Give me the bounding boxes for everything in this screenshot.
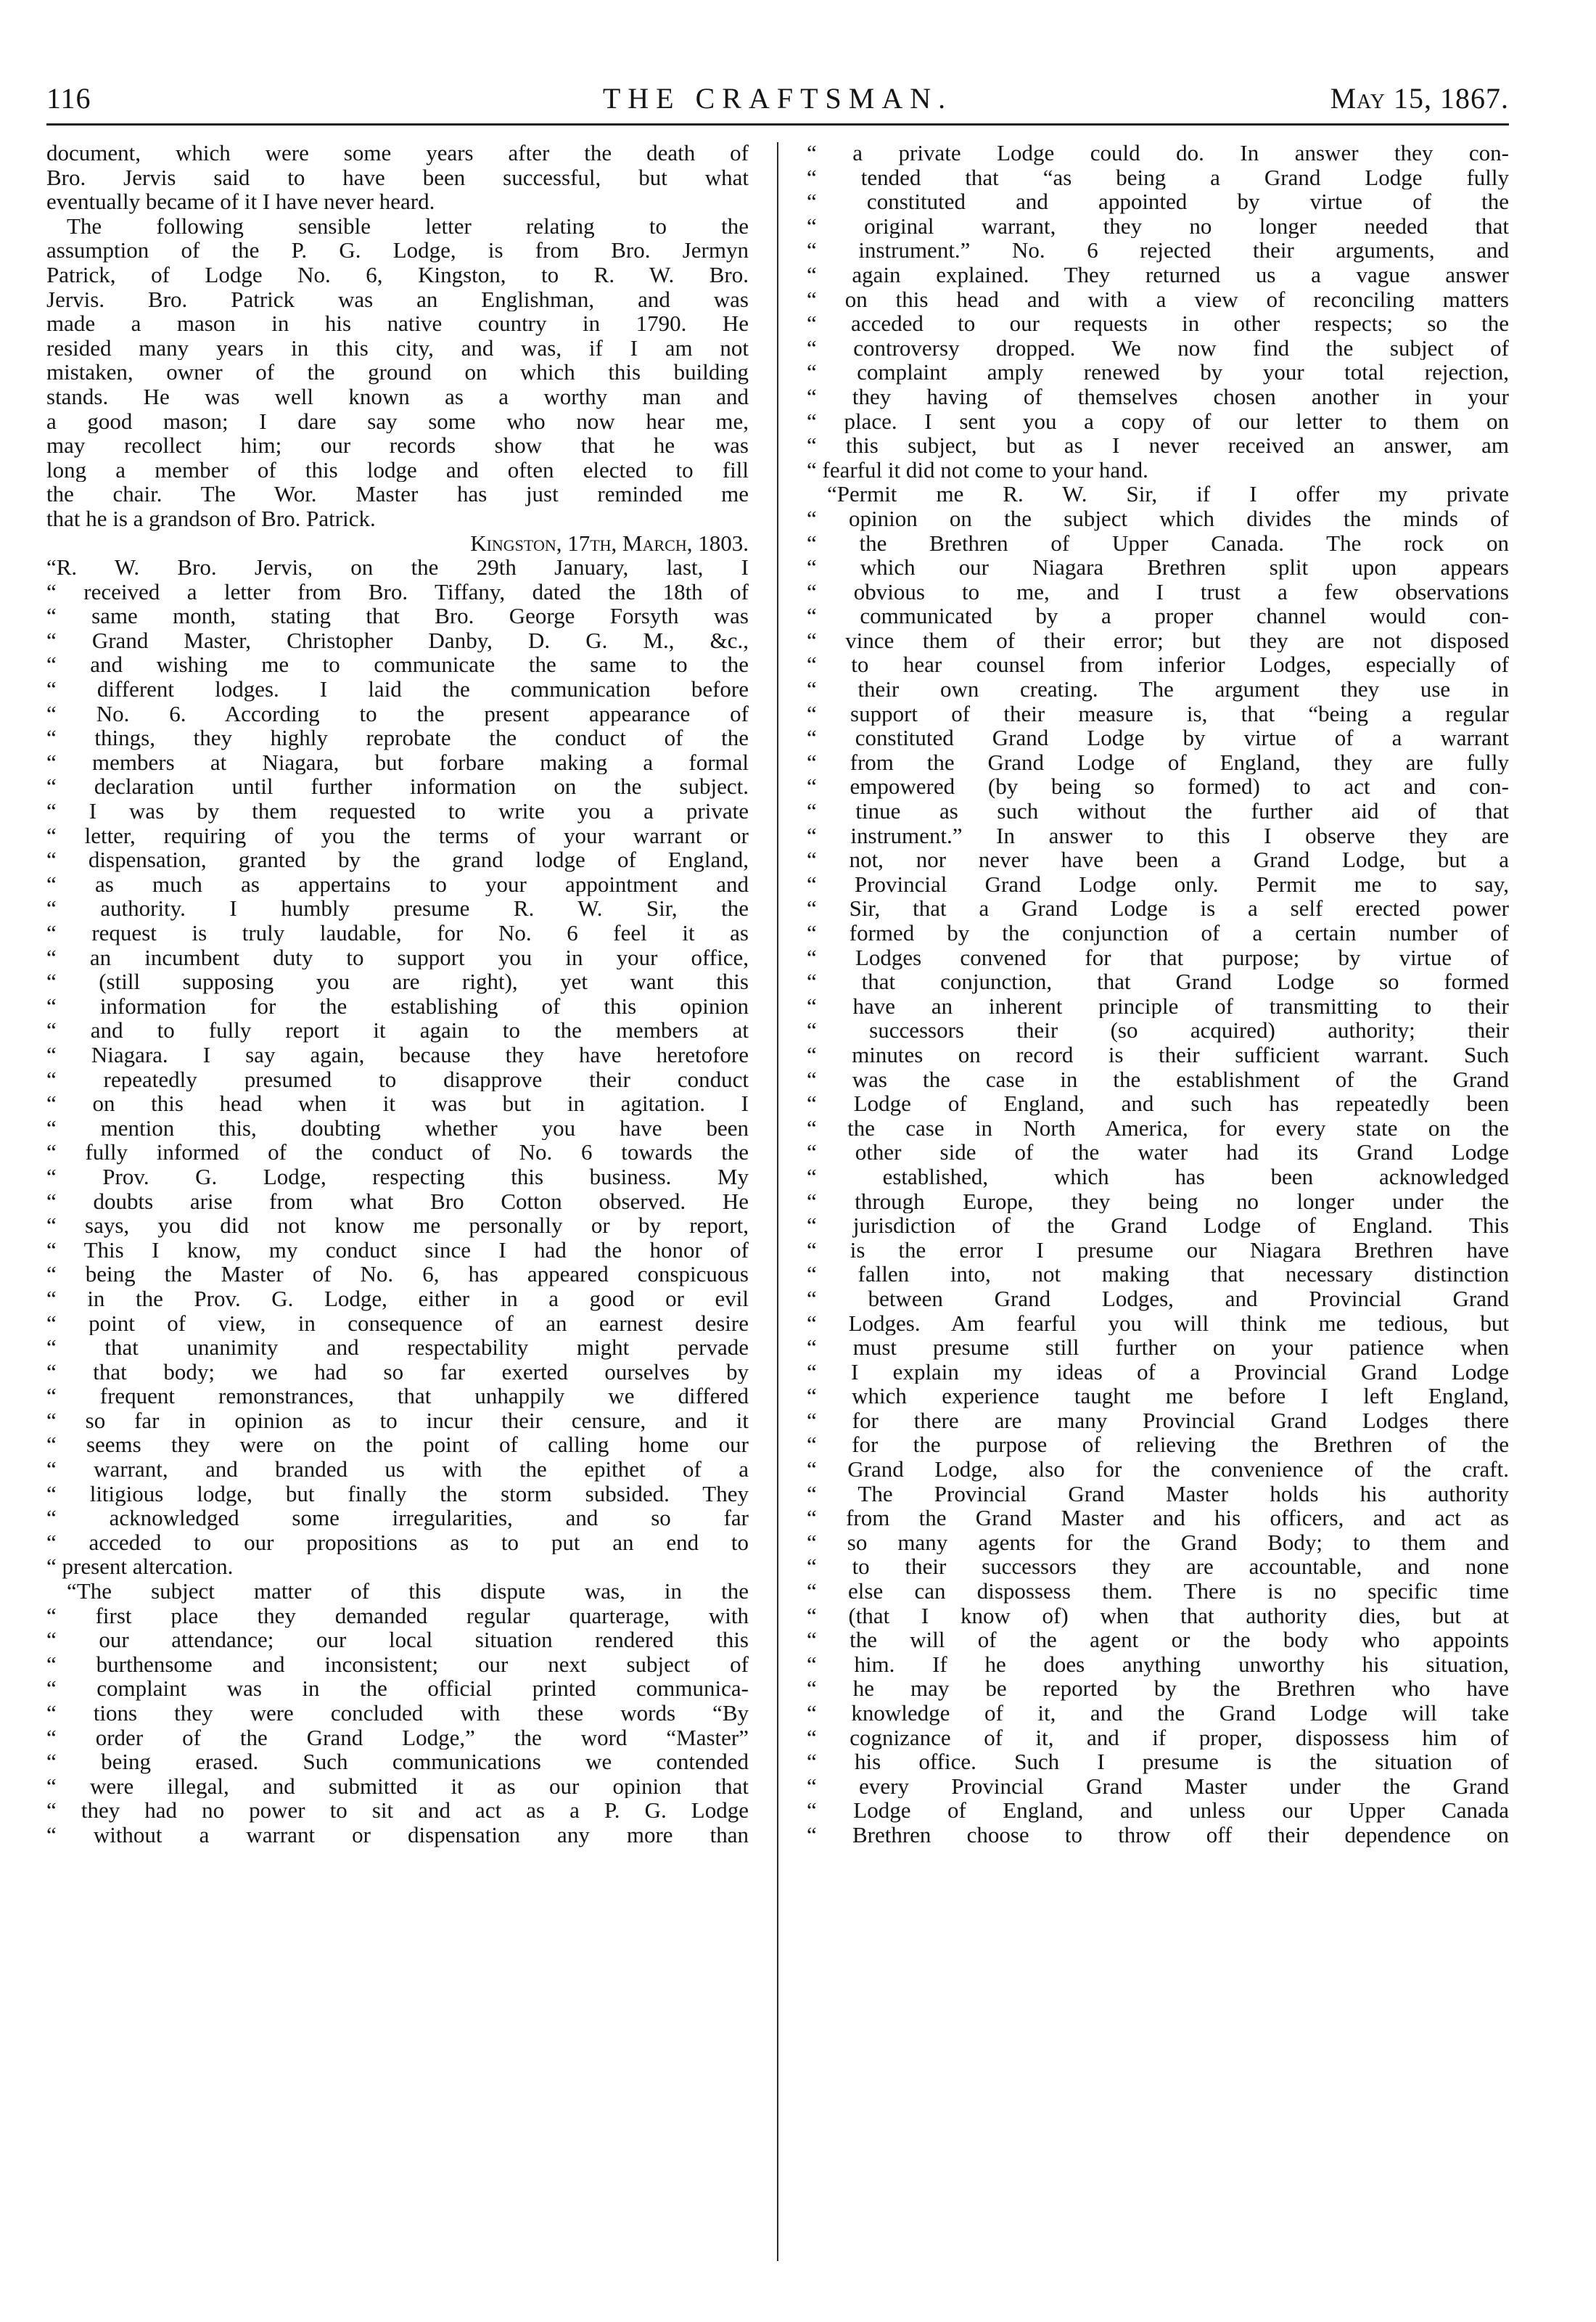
- text-line: eventually became of it I have never heard.: [46, 189, 435, 214]
- text-line: “ from the Grand Lodge of England, they are fully: [807, 750, 1509, 775]
- text-line: “ instrument.” No. 6 rejected their arguments, and: [807, 238, 1509, 263]
- text-line: “ The Provincial Grand Master holds his authority: [807, 1481, 1509, 1506]
- text-line: made a mason in his native country in 1790. He: [46, 311, 749, 336]
- text-line: “ Lodges convened for that purpose; by virtue of: [807, 945, 1509, 970]
- text-line: “ formed by the conjunction of a certain number of: [807, 921, 1509, 945]
- text-line: “ tended that “as being a Grand Lodge fully: [807, 165, 1509, 190]
- publication-title: THE CRAFTSMAN.: [602, 82, 953, 115]
- text-line: “ from the Grand Master and his officers, and act as: [807, 1506, 1509, 1530]
- text-line: may recollect him; our records show that he was: [46, 433, 749, 458]
- text-line: “ fully informed of the conduct of No. 6 towards the: [46, 1140, 749, 1165]
- text-line: “ was the case in the establishment of the Grand: [807, 1067, 1509, 1092]
- text-line: “ different lodges. I laid the communication before: [46, 677, 749, 702]
- text-line: “ information for the establishing of this opinion: [46, 993, 749, 1019]
- text-line: “ being erased. Such communications we contended: [46, 1749, 749, 1774]
- text-line: “ between Grand Lodges, and Provincial Grand: [807, 1286, 1509, 1311]
- text-line: “ (that I know of) when that authority dies, but at: [807, 1603, 1509, 1628]
- text-line: “ opinion on the subject which divides the minds of: [807, 506, 1509, 531]
- text-line: “ which our Niagara Brethren split upon appears: [807, 555, 1509, 580]
- article-columns: [46, 141, 1509, 2274]
- text-line: “ through Europe, they being no longer under the: [807, 1189, 1509, 1214]
- text-line: “ This I know, my conduct since I had the honor of: [46, 1237, 749, 1263]
- text-line: “ the case in North America, for every state on the: [807, 1115, 1509, 1141]
- text-line: “ controversy dropped. We now find the subject of: [807, 335, 1509, 361]
- text-line: “ they had no power to sit and act as a P. G. Lodge: [46, 1798, 749, 1823]
- text-line: “ instrument.” In answer to this I observe they are: [807, 823, 1509, 848]
- text-line: “ acceded to our requests in other respects; so the: [807, 311, 1509, 336]
- text-line: “ they having of themselves chosen another in your: [807, 384, 1509, 409]
- text-line: “ mention this, doubting whether you have been: [46, 1115, 749, 1141]
- text-line: “ successors their (so acquired) authority; their: [807, 1018, 1509, 1043]
- text-line: stands. He was well known as a worthy man and: [46, 384, 749, 409]
- text-line: Jervis. Bro. Patrick was an Englishman, and was: [46, 287, 749, 312]
- text-line: “ constituted Grand Lodge by virtue of a warrant: [807, 726, 1509, 750]
- text-line: “ letter, requiring of you the terms of your warrant or: [46, 823, 749, 848]
- text-line: “ as much as appertains to your appointment and: [46, 871, 749, 897]
- text-line: document, which were some years after the death of: [46, 141, 749, 165]
- text-line: “ Lodge of England, and such has repeatedly been: [807, 1091, 1509, 1116]
- text-line: “ acknowledged some irregularities, and so far: [46, 1506, 749, 1530]
- text-line: “ No. 6. According to the present appearance of: [46, 701, 749, 726]
- text-line: “ order of the Grand Lodge,” the word “Master”: [46, 1725, 749, 1750]
- text-line: “ not, nor never have been a Grand Lodge, but a: [807, 848, 1509, 872]
- text-line: “ Niagara. I say again, because they have heretofore: [46, 1042, 749, 1067]
- text-line: “ cognizance of it, and if proper, dispossess him of: [807, 1725, 1509, 1750]
- text-line: mistaken, owner of the ground on which this building: [46, 360, 749, 385]
- text-line: “ knowledge of it, and the Grand Lodge will take: [807, 1701, 1509, 1726]
- newspaper-page: [46, 78, 1509, 2284]
- text-line: “ fallen into, not making that necessary distinction: [807, 1262, 1509, 1287]
- right-column: [807, 141, 1509, 2274]
- text-line: “ authority. I humbly presume R. W. Sir, the: [46, 896, 749, 921]
- text-line: “ so many agents for the Grand Body; to them and: [807, 1530, 1509, 1555]
- text-line: “ to hear counsel from inferior Lodges, especially of: [807, 652, 1509, 678]
- text-line: “ place. I sent you a copy of our letter to them on: [807, 409, 1509, 434]
- text-line: The following sensible letter relating to the: [67, 213, 749, 239]
- text-line: “ Provincial Grand Lodge only. Permit me to say,: [807, 871, 1509, 897]
- text-line: “ Prov. G. Lodge, respecting this business. My: [46, 1164, 749, 1189]
- text-line: “ received a letter from Bro. Tiffany, dated the 18th of: [46, 579, 749, 604]
- text-line: “ that conjunction, that Grand Lodge so formed: [807, 969, 1509, 994]
- text-line: “ and wishing me to communicate the same to the: [46, 652, 749, 678]
- text-line: “ doubts arise from what Bro Cotton observed. He: [46, 1189, 749, 1214]
- text-line: “ he may be reported by the Brethren who have: [807, 1676, 1509, 1701]
- text-line: a good mason; I dare say some who now hear me,: [46, 409, 749, 434]
- text-line: “ to their successors they are accountable, and none: [807, 1554, 1509, 1580]
- page-number: 116: [46, 82, 91, 115]
- text-line: “ again explained. They returned us a vague answer: [807, 262, 1509, 287]
- text-line: “ vince them of their error; but they are not disposed: [807, 628, 1509, 653]
- text-line: “ which experience taught me before I left England,: [807, 1384, 1509, 1408]
- text-line: “ says, you did not know me personally or by report,: [46, 1213, 749, 1238]
- text-line: Patrick, of Lodge No. 6, Kingston, to R. W. Bro.: [46, 262, 749, 287]
- text-line: “ constituted and appointed by virtue of the: [807, 189, 1509, 214]
- text-line: “ dispensation, granted by the grand lodge of England,: [46, 848, 749, 872]
- text-line: “ original warrant, they no longer needed that: [807, 213, 1509, 239]
- text-line: “ him. If he does anything unworthy his situation,: [807, 1652, 1509, 1677]
- text-line: “ Brethren choose to throw off their dependence on: [807, 1822, 1509, 1847]
- text-line: “ that body; we had so far exerted ourselves by: [46, 1359, 749, 1384]
- text-line: “ declaration until further information on the subject.: [46, 774, 749, 800]
- text-line: “R. W. Bro. Jervis, on the 29th January, last, I: [46, 555, 749, 580]
- text-line: “ point of view, in consequence of an earnest desire: [46, 1310, 749, 1336]
- text-line: “ Grand Master, Christopher Danby, D. G. M., &c.,: [46, 628, 749, 653]
- text-line: “ tinue as such without the further aid of that: [807, 799, 1509, 824]
- text-line: Bro. Jervis said to have been successful, but what: [46, 165, 749, 190]
- text-line: “ on this head and with a view of reconciling matters: [807, 287, 1509, 312]
- text-line: “ members at Niagara, but forbare making a formal: [46, 750, 749, 775]
- text-line: “ have an inherent principle of transmitting to their: [807, 993, 1509, 1019]
- text-line: “ for the purpose of relieving the Brethren of the: [807, 1432, 1509, 1458]
- column-divider: [777, 142, 778, 2261]
- text-line: “ and to fully report it again to the members at: [46, 1018, 749, 1043]
- text-line: “ things, they highly reprobate the conduct of the: [46, 726, 749, 750]
- text-line: the chair. The Wor. Master has just reminded me: [46, 482, 749, 506]
- text-line: “ complaint was in the official printed communica-: [46, 1676, 749, 1701]
- text-line: assumption of the P. G. Lodge, is from Bro. Jermyn: [46, 238, 749, 263]
- text-line: “ tions they were concluded with these words “By: [46, 1701, 749, 1726]
- text-line: “ communicated by a proper channel would con-: [807, 604, 1509, 628]
- text-line: “ being the Master of No. 6, has appeared conspicuous: [46, 1262, 749, 1287]
- text-line: “ in the Prov. G. Lodge, either in a good or evil: [46, 1286, 749, 1311]
- text-line: “ same month, stating that Bro. George Forsyth was: [46, 604, 749, 628]
- text-line: “ fearful it did not come to your hand.: [807, 457, 1148, 483]
- text-line: “ jurisdiction of the Grand Lodge of England. This: [807, 1213, 1509, 1238]
- text-line: “ every Provincial Grand Master under the Grand: [807, 1773, 1509, 1799]
- text-line: “ a private Lodge could do. In answer they con-: [807, 141, 1509, 165]
- text-line: “ their own creating. The argument they use in: [807, 677, 1509, 702]
- text-line: “ litigious lodge, but finally the storm subsided. They: [46, 1481, 749, 1506]
- text-line: “ I explain my ideas of a Provincial Grand Lodge: [807, 1359, 1509, 1384]
- text-line: “ frequent remonstrances, that unhappily we differed: [46, 1384, 749, 1408]
- text-line: “ support of their measure is, that “being a regular: [807, 701, 1509, 726]
- text-line: “ repeatedly presumed to disapprove their conduct: [46, 1067, 749, 1092]
- text-line: “ I was by them requested to write you a private: [46, 799, 749, 824]
- text-line: “ acceded to our propositions as to put an end to: [46, 1530, 749, 1555]
- text-line: “ established, which has been acknowledged: [807, 1164, 1509, 1189]
- text-line: “ Grand Lodge, also for the convenience of the craft.: [807, 1457, 1509, 1482]
- text-line: “ an incumbent duty to support you in your office,: [46, 945, 749, 970]
- text-line: “ this subject, but as I never received an answer, am: [807, 433, 1509, 458]
- text-line: “ that unanimity and respectability might pervade: [46, 1335, 749, 1360]
- text-line: “ empowered (by being so formed) to act and con-: [807, 774, 1509, 800]
- text-line: “ present altercation.: [46, 1554, 234, 1580]
- text-line: that he is a grandson of Bro. Patrick.: [46, 506, 376, 531]
- text-line: “ request is truly laudable, for No. 6 feel it as: [46, 921, 749, 945]
- text-line: “ were illegal, and submitted it as our opinion that: [46, 1773, 749, 1799]
- text-line: “ must presume still further on your patience when: [807, 1335, 1509, 1360]
- text-line: “ so far in opinion as to incur their censure, and it: [46, 1408, 749, 1433]
- text-line: “ Lodges. Am fearful you will think me tedious, but: [807, 1310, 1509, 1336]
- text-line: “ our attendance; our local situation rendered this: [46, 1628, 749, 1652]
- text-line: “The subject matter of this dispute was, in the: [67, 1579, 749, 1604]
- text-line: “ (still supposing you are right), yet want this: [46, 969, 749, 994]
- left-column: [46, 141, 749, 2274]
- text-line: “ warrant, and branded us with the epithet of a: [46, 1457, 749, 1482]
- text-line: “ first place they demanded regular quarterage, with: [46, 1603, 749, 1628]
- text-line: “ burthensome and inconsistent; our next subject of: [46, 1652, 749, 1677]
- text-line: “ seems they were on the point of calling home our: [46, 1432, 749, 1458]
- text-line: “ complaint amply renewed by your total rejection,: [807, 360, 1509, 385]
- text-line: Kingston, 17th, March, 1803.: [470, 530, 749, 556]
- text-line: “ his office. Such I presume is the situation of: [807, 1749, 1509, 1774]
- text-line: “ the will of the agent or the body who appoints: [807, 1628, 1509, 1652]
- text-line: resided many years in this city, and was, if I am not: [46, 335, 749, 361]
- text-line: “ on this head when it was but in agitation. I: [46, 1091, 749, 1116]
- page-header: [46, 78, 1509, 126]
- text-line: “ without a warrant or dispensation any more than: [46, 1822, 749, 1847]
- text-line: “ is the error I presume our Niagara Brethren have: [807, 1237, 1509, 1263]
- text-line: “Permit me R. W. Sir, if I offer my private: [827, 482, 1509, 506]
- text-line: “ the Brethren of Upper Canada. The rock on: [807, 530, 1509, 556]
- text-line: “ Lodge of England, and unless our Upper Canada: [807, 1798, 1509, 1823]
- issue-date: May 15, 1867.: [1330, 82, 1509, 115]
- text-line: “ Sir, that a Grand Lodge is a self erected power: [807, 896, 1509, 921]
- text-line: “ else can dispossess them. There is no specific time: [807, 1579, 1509, 1604]
- text-line: “ minutes on record is their sufficient warrant. Such: [807, 1042, 1509, 1067]
- text-line: “ obvious to me, and I trust a few observations: [807, 579, 1509, 604]
- text-line: “ for there are many Provincial Grand Lodges there: [807, 1408, 1509, 1433]
- text-line: long a member of this lodge and often elected to fill: [46, 457, 749, 483]
- text-line: “ other side of the water had its Grand Lodge: [807, 1140, 1509, 1165]
